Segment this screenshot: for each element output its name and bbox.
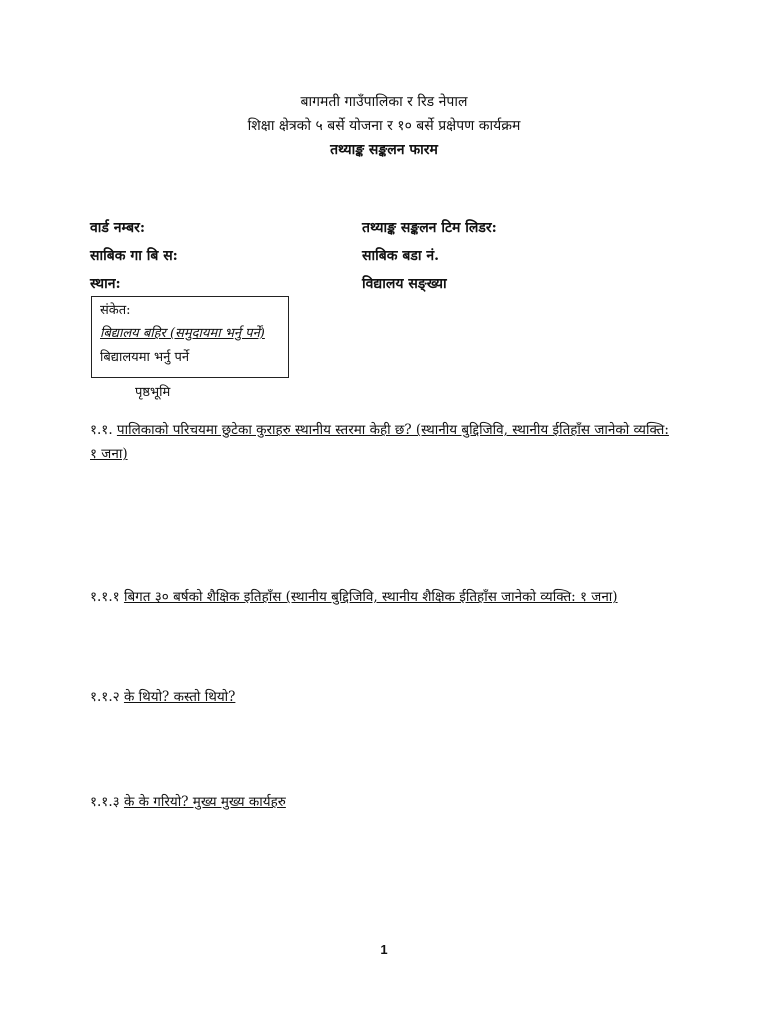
legend-box <box>91 296 289 378</box>
question-text: के थियो? कस्तो थियो? <box>123 689 236 705</box>
place-label: स्थान: <box>90 275 121 292</box>
meta-row-3 <box>90 269 690 297</box>
legend-out-of-school: बिद्यालय बहिर (समुदायमा भर्नु पर्ने) <box>100 326 265 341</box>
header-line-2: शिक्षा क्षेत्रको ५ बर्से योजना र १० बर्से प्रक्षेपण कार्यक्रम <box>247 118 521 134</box>
former-vdc-label: साबिक गा बि स: <box>90 247 178 264</box>
form-title: तथ्याङ्क सङ्कलन फारम <box>330 142 438 158</box>
question-text: के के गरियो? मुख्य मुख्य कार्यहरु <box>123 794 286 810</box>
header-line-1: बागमती गाउँपालिका र रिड नेपाल <box>300 94 468 110</box>
legend-in-school: बिद्यालयमा भर्नु पर्ने <box>100 350 190 365</box>
question-1-1-2 <box>90 685 680 709</box>
former-ward-label: साबिक बडा नं. <box>362 247 439 264</box>
team-leader-label: तथ्याङ्क सङ्कलन टिम लिडर: <box>362 219 497 236</box>
meta-row-2 <box>90 241 690 269</box>
question-number: १.१.२ <box>90 689 120 705</box>
legend-title: संकेत: <box>100 303 131 318</box>
school-count-label: विद्यालय सङ्ख्या <box>362 275 447 292</box>
question-number: १.१.१ <box>90 589 120 605</box>
question-1-1-1 <box>90 585 680 609</box>
document-header <box>0 90 768 162</box>
meta-row-1 <box>90 213 690 241</box>
meta-fields <box>90 213 690 297</box>
section-background-label: पृष्ठभूमि <box>135 385 171 400</box>
question-1-1-3 <box>90 790 680 814</box>
question-1-1 <box>90 418 680 466</box>
question-text: बिगत ३० बर्षको शैक्षिक इतिहाँस (स्थानीय बुद्दिजिवि, स्थानीय शैक्षिक ईतिहाँस जानेको व्यक्ति: १ जना) <box>123 589 618 605</box>
ward-number-label: वार्ड नम्बर: <box>90 219 145 236</box>
question-text: पालिकाको परिचयमा छुटेका कुराहरु स्थानीय स्तरमा केही छ? (स्थानीय बुद्दिजिवि, स्थानीय ईतिहाँस जानेको व्यक्ति: १ जना) <box>90 422 669 462</box>
question-number: १.१.३ <box>90 794 120 810</box>
page-number: 1 <box>380 942 388 957</box>
question-number: १.१. <box>90 422 113 438</box>
